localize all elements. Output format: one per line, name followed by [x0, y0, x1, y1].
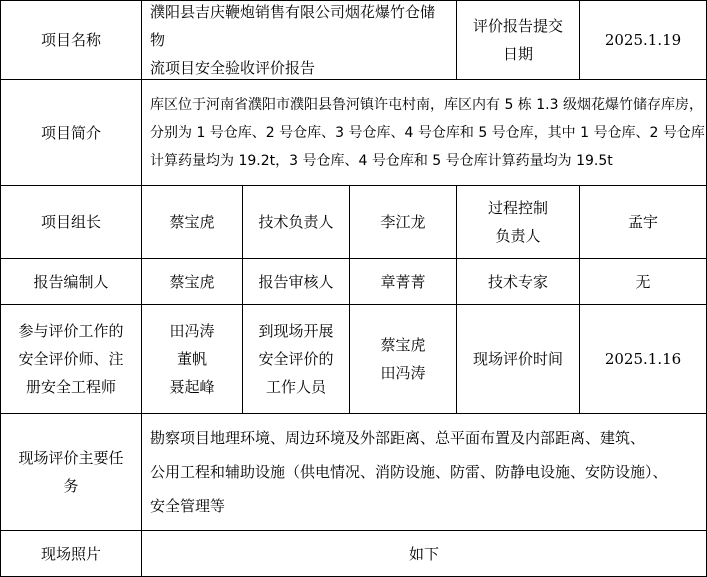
main-tasks-label: 现场评价主要任 务 — [0, 413, 142, 531]
report-date-value: 2025.1.19 — [579, 0, 707, 80]
assessors-value — [141, 304, 243, 414]
report-author-value: 蔡宝虎 — [141, 258, 243, 305]
tech-expert-label: 技术专家 — [456, 258, 580, 305]
onsite-staff-name: 蔡宝虎 — [380, 336, 426, 354]
task-line: 公用工程和辅助设施（供电情况、消防设施、防雷、防静电设施、安防设施）、 — [150, 463, 668, 481]
tech-expert-value: 无 — [579, 258, 707, 305]
report-reviewer-label: 报告审核人 — [242, 258, 350, 305]
onsite-time-value: 2025.1.16 — [579, 304, 707, 414]
process-control-label: 过程控制 负责人 — [456, 185, 580, 259]
tech-lead-value: 李江龙 — [349, 185, 457, 259]
task-line: 勘察项目地理环境、周边环境及外部距离、总平面布置及内部距离、建筑、 — [150, 429, 646, 447]
project-name-label: 项目名称 — [0, 0, 142, 80]
project-intro-label: 项目简介 — [0, 79, 142, 186]
project-name-line: 濮阳县吉庆鞭炮销售有限公司烟花爆竹仓储物 — [150, 3, 436, 49]
project-name-line: 流项目安全验收评价报告 — [150, 59, 316, 77]
onsite-staff-value — [349, 304, 457, 414]
intro-line: 库区位于河南省濮阳市濮阳县鲁河镇许屯村南，库区内有 5 栋 1.3 级烟花爆竹储存库房， — [150, 96, 703, 113]
assessor-name: 田冯涛 — [169, 322, 215, 340]
team-leader-value: 蔡宝虎 — [141, 185, 243, 259]
project-name-value — [141, 0, 457, 80]
assessor-name: 聂起峰 — [169, 378, 215, 396]
site-photos-label: 现场照片 — [0, 530, 142, 577]
intro-line: 分别为 1 号仓库、2 号仓库、3 号仓库、4 号仓库和 5 号仓库，其中 1 号仓库、2 号仓库 — [150, 124, 705, 141]
main-tasks-value — [141, 413, 707, 531]
team-leader-label: 项目组长 — [0, 185, 142, 259]
assessors-label: 参与评价工作的 安全评价师、注 册安全工程师 — [0, 304, 142, 414]
process-control-value: 孟宇 — [579, 185, 707, 259]
report-reviewer-value: 章菁菁 — [349, 258, 457, 305]
project-intro-value — [141, 79, 707, 186]
assessor-name: 董帆 — [176, 350, 207, 368]
report-date-label: 评价报告提交 日期 — [456, 0, 580, 80]
onsite-time-label: 现场评价时间 — [456, 304, 580, 414]
onsite-staff-label: 到现场开展 安全评价的 工作人员 — [242, 304, 350, 414]
tech-lead-label: 技术负责人 — [242, 185, 350, 259]
onsite-staff-name: 田冯涛 — [380, 364, 426, 382]
intro-line: 计算药量均为 19.2t，3 号仓库、4 号仓库和 5 号仓库计算药量均为 19.5t — [150, 152, 613, 169]
task-line: 安全管理等 — [150, 497, 226, 515]
report-author-label: 报告编制人 — [0, 258, 142, 305]
site-photos-value: 如下 — [141, 530, 707, 577]
